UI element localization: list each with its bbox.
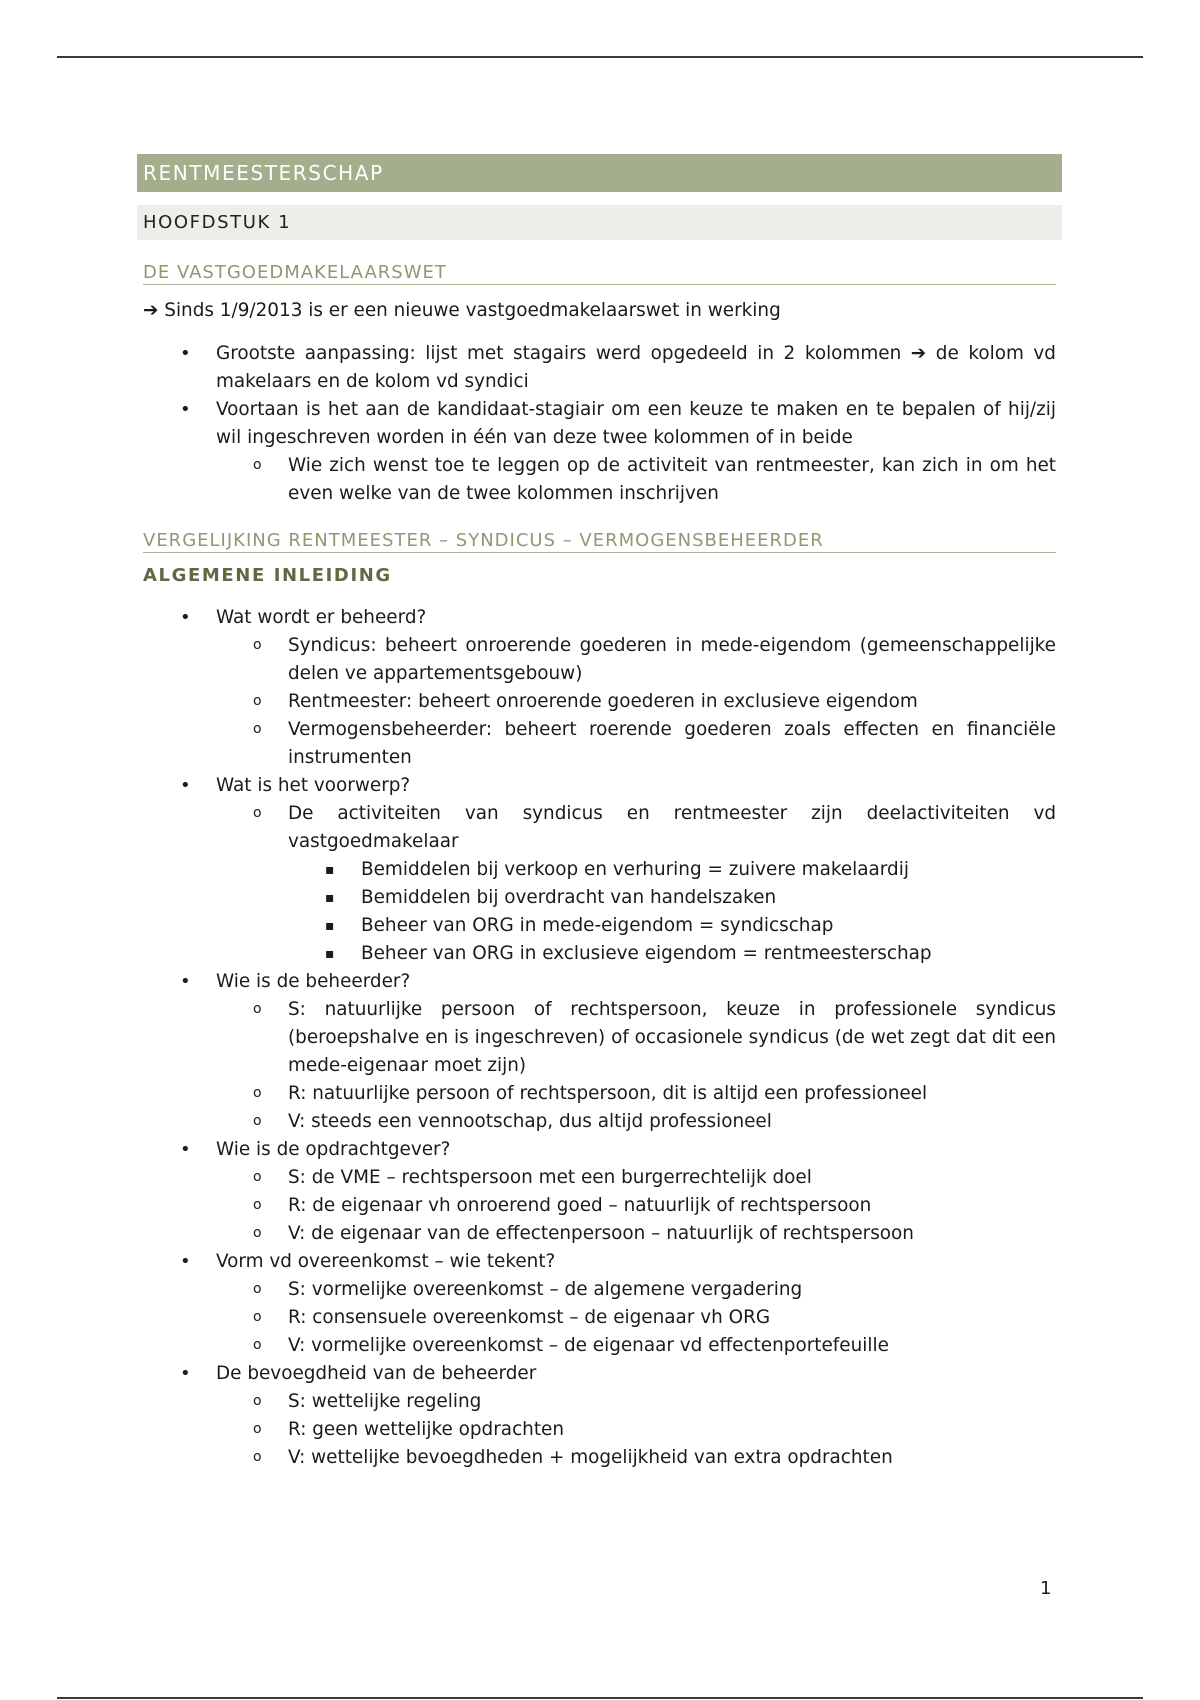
sub-list	[288, 996, 1056, 1136]
section-heading-vergelijking: VERGELIJKING RENTMEESTER – SYNDICUS – VERMOGENSBEHEERDER	[143, 530, 1056, 553]
question-label: Vorm vd overeenkomst – wie tekent?	[216, 1251, 556, 1272]
sub-list-item: o V: wettelijke bevoegdheden + mogelijkheid van extra opdrachten	[288, 1444, 1056, 1472]
list-item	[216, 772, 1056, 968]
nested-list-item: ▪ Beheer van ORG in mede-eigendom = syndicschap	[361, 912, 1056, 940]
page-number: 1	[1040, 1578, 1052, 1599]
chapter-heading: HOOFDSTUK 1	[137, 205, 1062, 240]
sub-list	[288, 1276, 1056, 1360]
sub-list-item: o R: natuurlijke persoon of rechtspersoon, dit is altijd een professioneel	[288, 1080, 1056, 1108]
bullet-list	[216, 340, 1056, 508]
question-label: Wat wordt er beheerd?	[216, 607, 427, 628]
sub-list	[288, 1164, 1056, 1248]
sub-list	[288, 800, 1056, 968]
list-item	[216, 604, 1056, 772]
list-item-text: Voortaan is het aan de kandidaat-stagiair om een keuze te maken en te bepalen of hij/zij wil ingeschreven worden in één van deze twee kolommen of in beide	[216, 399, 1056, 448]
sub-list-item: o R: consensuele overeenkomst – de eigenaar vh ORG	[288, 1304, 1056, 1332]
sub-list-item: o Vermogensbeheerder: beheert roerende goederen zoals effecten en financiële instrumenten	[288, 716, 1056, 772]
sub-list-item: o R: de eigenaar vh onroerend goed – natuurlijk of rechtspersoon	[288, 1192, 1056, 1220]
arrow-icon: ➔	[143, 300, 159, 321]
nested-list-item: ▪ Bemiddelen bij verkoop en verhuring = zuivere makelaardij	[361, 856, 1056, 884]
question-label: Wie is de beheerder?	[216, 971, 411, 992]
footer-rule	[57, 1697, 1143, 1699]
section-heading-vastgoedmakelaarswet: DE VASTGOEDMAKELAARSWET	[143, 262, 1056, 285]
subheading-algemene-inleiding: ALGEMENE INLEIDING	[143, 565, 392, 586]
sub-list	[288, 452, 1056, 508]
intro-line	[143, 297, 1062, 325]
sub-list-item: o V: steeds een vennootschap, dus altijd professioneel	[288, 1108, 1056, 1136]
sub-list-item-text: De activiteiten van syndicus en rentmeester zijn deelactiviteiten vd vastgoedmakelaar	[288, 803, 1056, 852]
intro-text: Sinds 1/9/2013 is er een nieuwe vastgoedmakelaarswet in werking	[158, 300, 781, 321]
nested-list-item: ▪ Beheer van ORG in exclusieve eigendom = rentmeesterschap	[361, 940, 1056, 968]
question-label: Wat is het voorwerp?	[216, 775, 411, 796]
sub-list-item: o Rentmeester: beheert onroerende goederen in exclusieve eigendom	[288, 688, 1056, 716]
sub-list	[288, 632, 1056, 772]
list-item	[216, 968, 1056, 1136]
sub-list-item: o V: de eigenaar van de effectenpersoon – natuurlijk of rechtspersoon	[288, 1220, 1056, 1248]
nested-list	[361, 856, 1056, 968]
sub-list-item	[288, 800, 1056, 968]
sub-list	[288, 1388, 1056, 1472]
document-body	[137, 154, 1062, 1472]
document-title: RENTMEESTERSCHAP	[137, 154, 1062, 192]
list-item	[216, 1136, 1056, 1248]
question-label: De bevoegdheid van de beheerder	[216, 1363, 537, 1384]
sub-list-item: o S: vormelijke overeenkomst – de algemene vergadering	[288, 1276, 1056, 1304]
question-label: Wie is de opdrachtgever?	[216, 1139, 451, 1160]
list-item	[216, 1248, 1056, 1360]
list-item: • Grootste aanpassing: lijst met stagairs werd opgedeeld in 2 kolommen ➔ de kolom vd makelaars en de kolom vd syndici	[216, 340, 1056, 396]
nested-list-item: ▪ Bemiddelen bij overdracht van handelszaken	[361, 884, 1056, 912]
sub-list-item: o S: wettelijke regeling	[288, 1388, 1056, 1416]
sub-list-item: o R: geen wettelijke opdrachten	[288, 1416, 1056, 1444]
list-item	[216, 396, 1056, 508]
header-rule	[57, 56, 1143, 58]
sub-list-item: o S: natuurlijke persoon of rechtspersoon, keuze in professionele syndicus (beroepshalve en is ingeschreven) of occasionele syndicus (de wet zegt dat dit een mede-eigenaar moet zijn)	[288, 996, 1056, 1080]
comparison-list	[216, 604, 1056, 1472]
sub-list-item: o Syndicus: beheert onroerende goederen in mede-eigendom (gemeenschappelijke delen ve appartementsgebouw)	[288, 632, 1056, 688]
sub-list-item: o V: vormelijke overeenkomst – de eigenaar vd effectenportefeuille	[288, 1332, 1056, 1360]
sub-list-item: o Wie zich wenst toe te leggen op de activiteit van rentmeester, kan zich in om het even welke van de twee kolommen inschrijven	[288, 452, 1056, 508]
sub-list-item: o S: de VME – rechtspersoon met een burgerrechtelijk doel	[288, 1164, 1056, 1192]
list-item	[216, 1360, 1056, 1472]
